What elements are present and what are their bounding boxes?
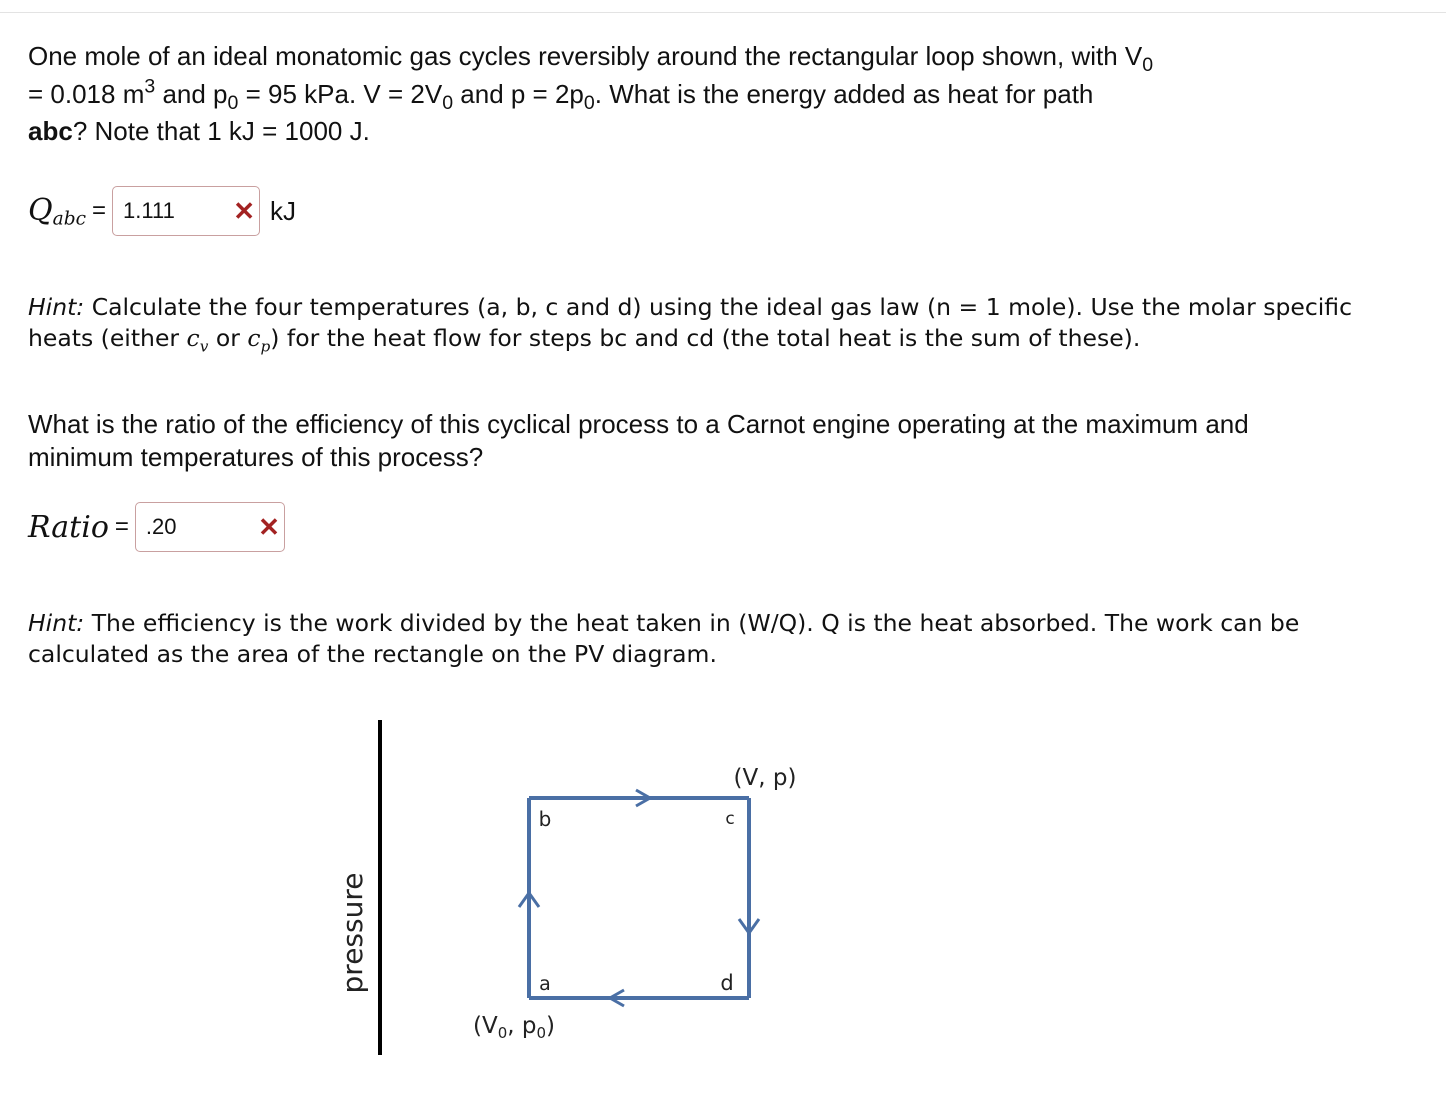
question-1-text: One mole of an ideal monatomic gas cycles reversibly around the rectangular loop shown, with $V_0$ = 0.018 $m^3$ and $p_0 = 95$ kPa. $V = 2V_0$ and $p = 2p_0$. What is the energy added as heat for path abc? Note that 1 kJ = 1000 J. xyxy=(28,41,1154,147)
incorrect-x-icon: ✕ xyxy=(258,512,280,542)
pressure-axis-label: pressure xyxy=(336,872,369,994)
point-a-label: a xyxy=(539,973,551,995)
ratio-input[interactable] xyxy=(135,502,285,552)
ratio-value: .20 xyxy=(145,514,177,539)
answer-row-q-abc xyxy=(28,186,296,236)
point-c-coords: (V, p) xyxy=(733,765,797,791)
equals-sign: = xyxy=(114,513,129,540)
point-a-coords: ($V_0$, $p_0$) xyxy=(472,1013,556,1042)
point-c-label: c xyxy=(725,809,735,829)
question-2-text: What is the ratio of the efficiency of this cyclical process to a Carnot engine operating at the maximum and minimum temperatures of this process? xyxy=(28,409,1249,472)
point-d-label: d xyxy=(720,971,734,995)
hint-1: Hint: Calculate the four temperatures (a, b, c and d) using the ideal gas law (n = 1 mole). Use the molar specific heats (either $c_v$ or $c_p$) for the heat flow for steps bc and cd (the total heat is the sum of these). xyxy=(28,293,1353,356)
hint-2: Hint: The efficiency is the work divided by the heat taken in (W/Q). Q is the heat absorbed. The work can be calculated as the area of the rectangle on the PV diagram. xyxy=(28,609,1300,668)
q-abc-value: 1.111 xyxy=(123,198,175,223)
point-b-label: b xyxy=(538,807,552,831)
pv-diagram xyxy=(300,715,820,1075)
q-abc-label: $Q_{abc}$ xyxy=(28,192,87,230)
q-abc-input[interactable] xyxy=(112,186,260,236)
unit-label: kJ xyxy=(270,195,297,226)
top-divider xyxy=(0,12,1446,13)
incorrect-x-icon: ✕ xyxy=(233,196,256,226)
equals-sign: = xyxy=(92,197,107,224)
answer-row-ratio xyxy=(28,502,285,552)
ratio-label: Ratio xyxy=(28,509,109,545)
